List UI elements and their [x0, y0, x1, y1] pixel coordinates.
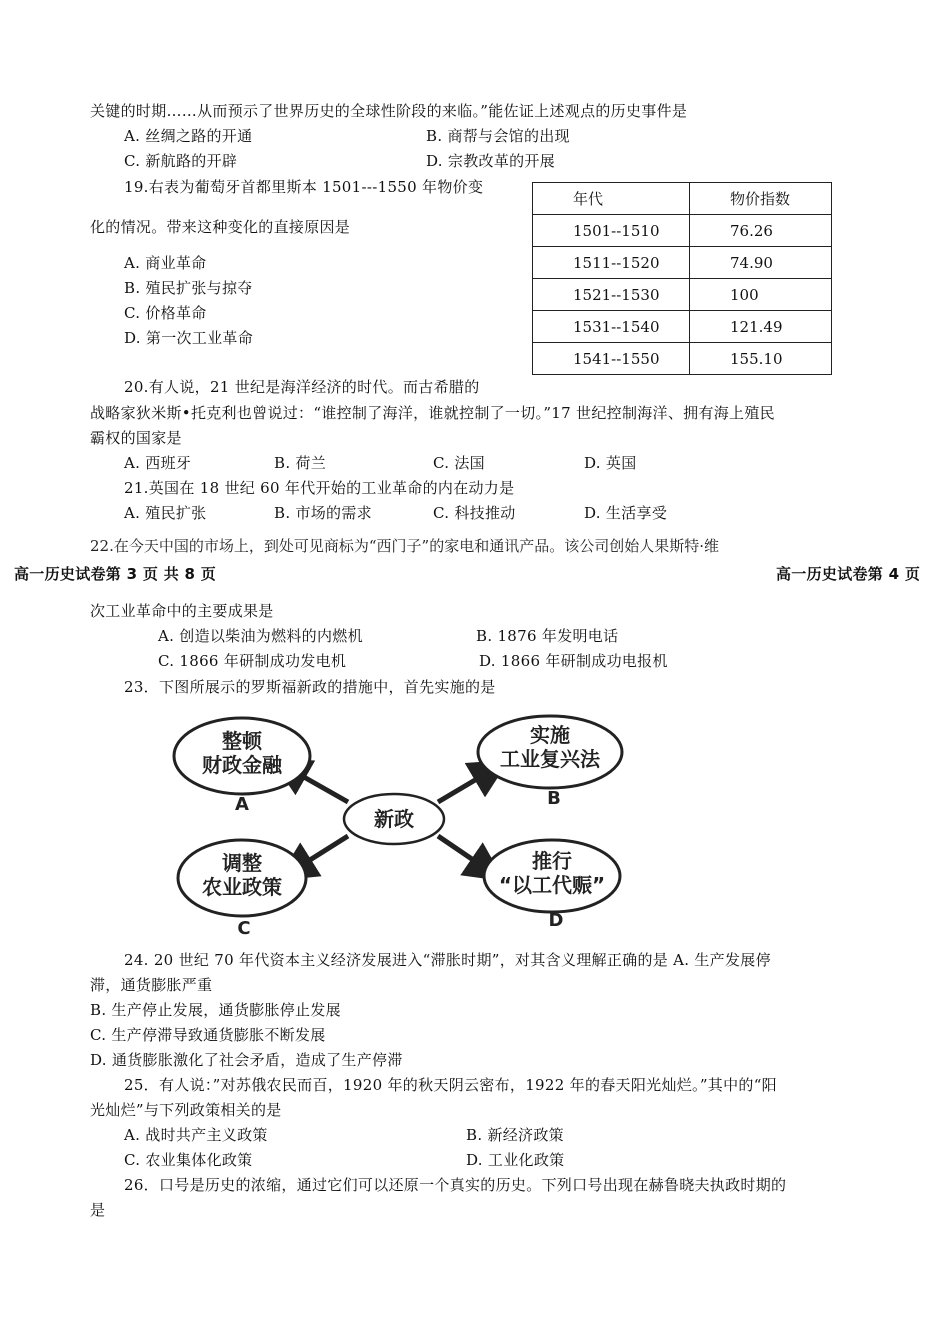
q19-option-c[interactable]: C. 价格革命 — [124, 304, 207, 322]
q22-option-a[interactable]: A. 创造以柴油为燃料的内燃机 — [158, 627, 363, 645]
arrow-to-d — [438, 836, 488, 870]
q21-option-a[interactable]: A. 殖民扩张 — [124, 504, 207, 522]
q20-stem-3: 霸权的国家是 — [90, 429, 182, 447]
q25-stem-2: 光灿烂”与下列政策相关的是 — [90, 1101, 282, 1119]
q21-stem: 21.英国在 18 世纪 60 年代开始的工业革命的内在动力是 — [124, 479, 515, 497]
node-b-letter: B — [547, 788, 561, 809]
table-row — [533, 311, 832, 343]
q20-option-d[interactable]: D. 英国 — [584, 454, 637, 472]
q25-option-b[interactable]: B. 新经济政策 — [466, 1126, 564, 1144]
arrow-to-b — [438, 770, 492, 802]
q18-option-b[interactable]: B. 商帮与会馆的出现 — [426, 127, 570, 145]
q20-option-c[interactable]: C. 法国 — [433, 454, 485, 472]
table-header-row — [533, 183, 832, 215]
q18-option-c[interactable]: C. 新航路的开辟 — [124, 152, 238, 170]
q25-option-c[interactable]: C. 农业集体化政策 — [124, 1151, 253, 1169]
table-cell-index: 155.10 — [690, 343, 832, 375]
q20-stem-2: 战略家狄米斯•托克利也曾说过：“谁控制了海洋，谁就控制了一切。”17 世纪控制海洋、拥有海上殖民 — [90, 404, 775, 422]
node-a-line2: 财政金融 — [202, 753, 282, 777]
footer-right: 高一历史试卷第 4 页 — [776, 565, 921, 583]
table-cell-period: 1501--1510 — [533, 215, 690, 247]
node-c-line1: 调整 — [222, 851, 262, 875]
q20-stem-1: 20.有人说，21 世纪是海洋经济的时代。而古希腊的 — [124, 378, 480, 396]
table-row — [533, 343, 832, 375]
table-cell-period: 1511--1520 — [533, 247, 690, 279]
q22-option-b[interactable]: B. 1876 年发明电话 — [476, 627, 619, 645]
q25-option-a[interactable]: A. 战时共产主义政策 — [124, 1126, 268, 1144]
node-c-line2: 农业政策 — [202, 875, 282, 899]
q25-option-d[interactable]: D. 工业化政策 — [466, 1151, 565, 1169]
node-a-line1: 整顿 — [222, 729, 262, 753]
table-cell-index: 76.26 — [690, 215, 832, 247]
q19-option-d[interactable]: D. 第一次工业革命 — [124, 329, 254, 347]
node-d-line1: 推行 — [532, 849, 572, 873]
q21-option-d[interactable]: D. 生活享受 — [584, 504, 668, 522]
table-cell-index: 121.49 — [690, 311, 832, 343]
q19-stem-1: 19.右表为葡萄牙首都里斯本 1501---1550 年物价变 — [124, 178, 484, 196]
q20-option-b[interactable]: B. 荷兰 — [274, 454, 327, 472]
cutoff-line: 22.在今天中国的市场上，到处可见商标为“西门子”的家电和通讯产品。该公司创始人果斯特·维 — [90, 537, 719, 555]
price-index-table — [532, 182, 832, 375]
table-row — [533, 247, 832, 279]
q22-option-d[interactable]: D. 1866 年研制成功电报机 — [479, 652, 668, 670]
q18-stem-tail: 关键的时期……从而预示了世界历史的全球性阶段的来临。”能佐证上述观点的历史事件是 — [90, 102, 688, 120]
node-d-letter: D — [548, 910, 564, 931]
q24-stem-2: 滞，通货膨胀严重 — [90, 976, 213, 994]
q24-stem-1: 24. 20 世纪 70 年代资本主义经济发展进入“滞胀时期”，对其含义理解正确的是 A. 生产发展停 — [124, 951, 771, 969]
footer-left: 高一历史试卷第 3 页 共 8 页 — [14, 565, 217, 583]
q19-stem-2: 化的情况。带来这种变化的直接原因是 — [90, 218, 351, 236]
q20-option-a[interactable]: A. 西班牙 — [124, 454, 192, 472]
q18-option-d[interactable]: D. 宗教改革的开展 — [426, 152, 556, 170]
q19-option-b[interactable]: B. 殖民扩张与掠夺 — [124, 279, 253, 297]
q22-stem-tail: 次工业革命中的主要成果是 — [90, 602, 274, 620]
table-header-cell: 物价指数 — [690, 183, 832, 215]
table-header-cell: 年代 — [533, 183, 690, 215]
q25-stem-1: 25．有人说：”对苏俄农民而百，1920 年的秋天阴云密布，1922 年的春天阳光灿烂。”其中的“阳 — [124, 1076, 777, 1094]
node-b-line2: 工业复兴法 — [500, 747, 600, 771]
q22-option-c[interactable]: C. 1866 年研制成功发电机 — [158, 652, 347, 670]
table-row — [533, 279, 832, 311]
table-cell-period: 1521--1530 — [533, 279, 690, 311]
q24-option-b[interactable]: B. 生产停止发展，通货膨胀停止发展 — [90, 1001, 341, 1019]
table-cell-index: 74.90 — [690, 247, 832, 279]
new-deal-diagram — [170, 712, 630, 942]
node-a-letter: A — [235, 794, 249, 815]
q26-stem-1: 26．口号是历史的浓缩，通过它们可以还原一个真实的历史。下列口号出现在赫鲁晓夫执政时期的 — [124, 1176, 787, 1194]
q24-option-d[interactable]: D. 通货膨胀激化了社会矛盾，造成了生产停滞 — [90, 1051, 403, 1069]
q21-option-b[interactable]: B. 市场的需求 — [274, 504, 372, 522]
q24-option-c[interactable]: C. 生产停滞导致通货膨胀不断发展 — [90, 1026, 326, 1044]
q26-stem-2: 是 — [90, 1201, 106, 1219]
table-row — [533, 215, 832, 247]
q21-option-c[interactable]: C. 科技推动 — [433, 504, 516, 522]
table-cell-period: 1541--1550 — [533, 343, 690, 375]
page-break-cutoff-text — [90, 537, 870, 558]
table-cell-period: 1531--1540 — [533, 311, 690, 343]
q23-stem: 23．下图所展示的罗斯福新政的措施中，首先实施的是 — [124, 678, 496, 696]
center-label: 新政 — [374, 807, 414, 831]
table-cell-index: 100 — [690, 279, 832, 311]
node-d-line2: “以工代赈” — [498, 873, 606, 897]
node-b-line1: 实施 — [530, 723, 570, 747]
q19-option-a[interactable]: A. 商业革命 — [124, 254, 207, 272]
q18-option-a[interactable]: A. 丝绸之路的开通 — [124, 127, 253, 145]
node-c-letter: C — [237, 918, 251, 939]
